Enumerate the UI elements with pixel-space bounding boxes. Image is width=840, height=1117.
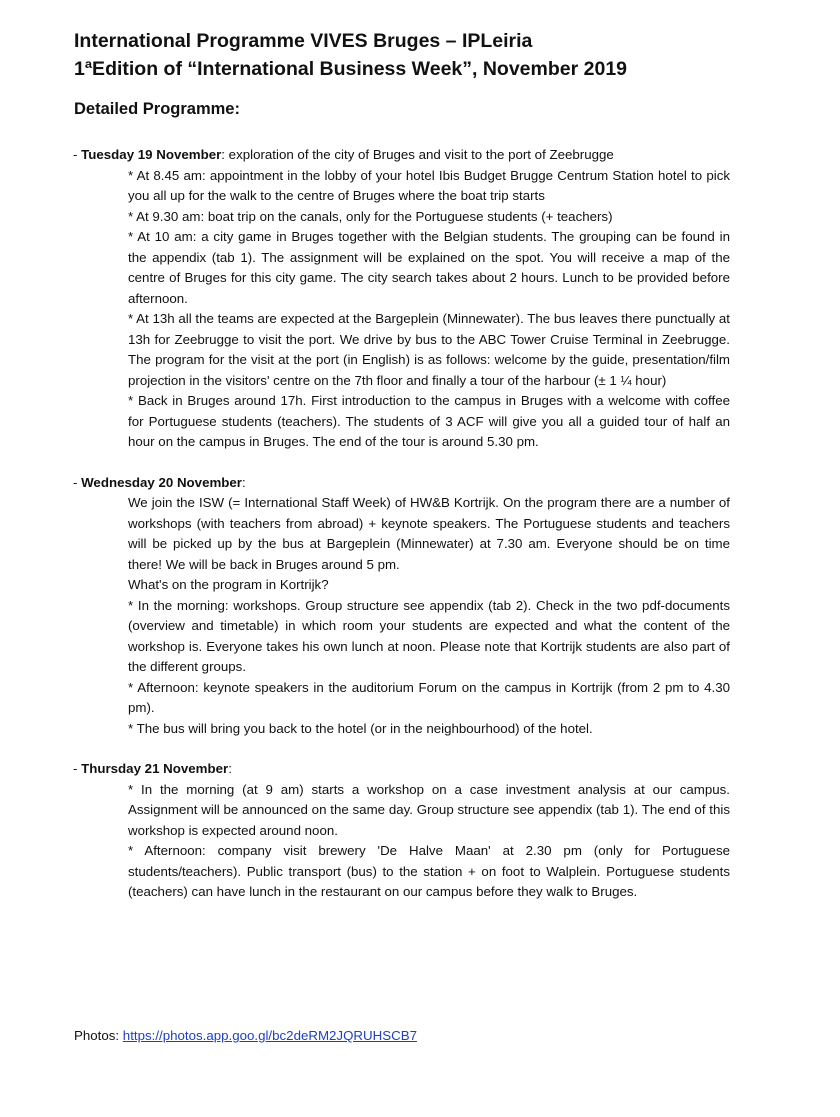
day-header: [73, 145, 730, 166]
day-title: Thursday 21 November: [81, 761, 229, 776]
day-header: [73, 759, 730, 780]
programme-item: * In the morning (at 9 am) starts a workshop on a case investment analysis at our campus. Assignment will be announced on the same day. Group structure see appendix (tab 1). The end of this workshop is expected around noon.: [128, 781, 730, 838]
programme-item: We join the ISW (= International Staff Week) of HW&B Kortrijk. On the program there are a number of workshops (with teachers from abroad) + keynote speakers. The Portuguese students and teachers will be picked up by the bus at Bargeplein (Minnewater) at 7.30 am. Everyone should be on time there! We will be back in Bruges around 5 pm.: [128, 495, 730, 572]
programme-item: * The bus will bring you back to the hotel (or in the neighbourhood) of the hotel.: [128, 720, 593, 736]
programme-days: [74, 145, 730, 923]
day-summary: :: [228, 761, 232, 776]
title-line-1: International Programme VIVES Bruges – IPLeiria: [74, 30, 533, 52]
programme-item: * At 9.30 am: boat trip on the canals, only for the Portuguese students (+ teachers): [128, 208, 613, 224]
photos-label: Photos:: [74, 1028, 123, 1043]
photos-line: [74, 1026, 417, 1046]
day-section: [74, 145, 730, 453]
day-section: [74, 759, 730, 903]
programme-item: What's on the program in Kortrijk?: [128, 577, 329, 592]
programme-item: * At 13h all the teams are expected at the Bargeplein (Minnewater). The bus leaves there punctually at 13h for Zeebrugge to visit the port. We drive by bus to the ABC Tower Cruise Terminal in Zeebrugge. The program for the visit at the port (in English) is as follows: welcome by the guide, presentation/film projection in the visitors' centre on the 7th floor and finally a tour of the harbour (± 1 ¼ hour): [128, 311, 730, 388]
programme-item: * At 8.45 am: appointment in the lobby of your hotel Ibis Budget Brugge Centrum Station hotel to pick you all up for the walk to the centre of Bruges where the boat trip starts: [128, 167, 730, 203]
day-prefix: -: [73, 147, 82, 162]
day-summary: : exploration of the city of Bruges and visit to the port of Zeebrugge: [221, 147, 614, 162]
programme-item: * In the morning: workshops. Group structure see appendix (tab 2). Check in the two pdf-documents (overview and timetable) in which room your students are expected and what the content of the workshop is. Everyone takes his own lunch at noon. Please note that Kortrijk students are also part of the different groups.: [128, 597, 730, 674]
detailed-programme-heading: Detailed Programme:: [74, 100, 240, 118]
day-prefix: -: [73, 761, 82, 776]
photos-link[interactable]: https://photos.app.goo.gl/bc2deRM2JQRUHSCB7: [122, 1028, 417, 1043]
programme-item: * Afternoon: keynote speakers in the auditorium Forum on the campus in Kortrijk (from 2 pm to 4.30 pm).: [128, 679, 730, 715]
document-title: [74, 27, 794, 83]
programme-item: * At 10 am: a city game in Bruges together with the Belgian students. The grouping can be found in the appendix (tab 1). The assignment will be explained on the spot. You will receive a map of the centre of Bruges for this city game. The city search takes about 2 hours. Lunch to be provided before afternoon.: [128, 229, 730, 306]
day-prefix: -: [73, 474, 82, 490]
programme-item: * Afternoon: company visit brewery 'De Halve Maan' at 2.30 pm (only for Portuguese students/teachers). Public transport (bus) to the station + on foot to Walplein. Portuguese students (teachers) can have lunch in the restaurant on our campus before they walk to Bruges.: [128, 843, 730, 899]
day-title: Tuesday 19 November: [81, 147, 222, 162]
day-title: Wednesday 20 November: [81, 474, 242, 490]
programme-item: * Back in Bruges around 17h. First introduction to the campus in Bruges with a welcome with coffee for Portuguese students (teachers). The students of 3 ACF will give you all a guided tour of half an hour on the campus in Bruges. The end of the tour is around 5.30 pm.: [128, 393, 730, 449]
title-line-2: 1ªEdition of “International Business Week”, November 2019: [74, 58, 628, 80]
day-summary: :: [242, 474, 246, 490]
day-section: [74, 473, 730, 740]
day-header: [73, 473, 730, 494]
